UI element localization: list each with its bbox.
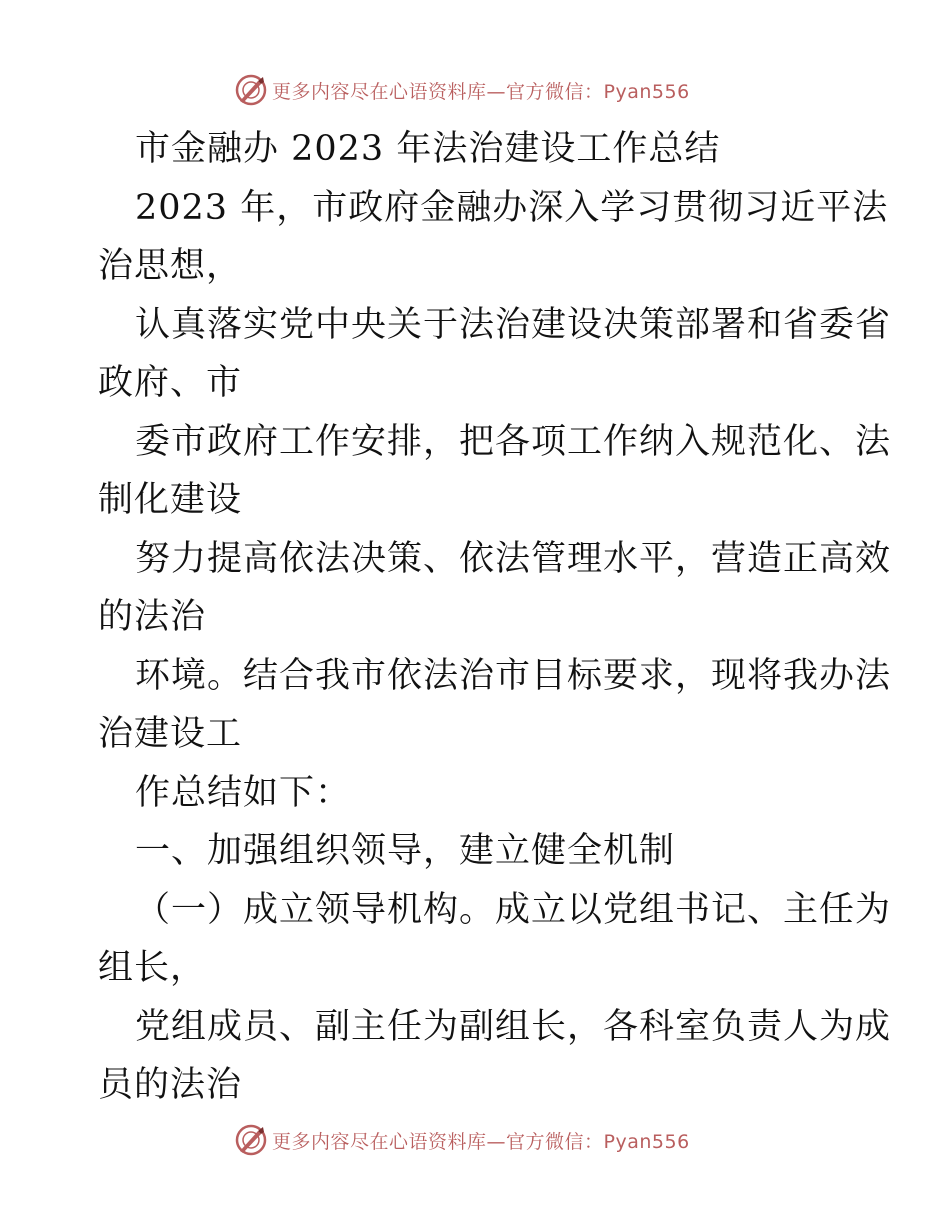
paragraph-line: 委市政府工作安排，把各项工作纳入规范化、法 [135,421,892,462]
paragraph-line: 的法治 [98,597,207,637]
subsection-line: （一）成立领导机构。成立以党组书记、主任为 [135,889,892,930]
document-title: 市金融办 2023 年法治建设工作总结 [135,129,721,169]
watermark-text: 更多内容尽在心语资料库—官方微信：Pyan556 [272,1130,690,1153]
paragraph-line: 治建设工 [98,714,243,754]
watermark-header [234,72,690,108]
paragraph-line: 治思想， [98,246,243,286]
paragraph-line: 环境。结合我市依法治市目标要求，现将我办法 [135,655,892,696]
watermark-text: 更多内容尽在心语资料库—官方微信：Pyan556 [272,80,690,103]
paragraph-line: 党组成员、副主任为副组长，各科室负责人为成 [135,1006,892,1047]
document-body [98,120,892,1115]
paragraph-line: 组长， [98,948,207,988]
paragraph-line: 员的法治 [98,1065,243,1105]
paragraph-line: 政府、市 [98,363,243,403]
brush-pen-logo-icon [234,1123,268,1157]
paragraph-line: 2023 年，市政府金融办深入学习贯彻习近平法 [135,187,889,228]
paragraph-line: 制化建设 [98,480,243,520]
paragraph-line: 作总结如下： [135,772,352,813]
watermark-footer [234,1122,690,1158]
section-heading: 一、加强组织领导，建立健全机制 [135,831,676,871]
paragraph-line: 努力提高依法决策、依法管理水平，营造正高效 [135,538,892,579]
paragraph-line: 认真落实党中央关于法治建设决策部署和省委省 [135,304,892,345]
brush-pen-logo-icon [234,73,268,107]
